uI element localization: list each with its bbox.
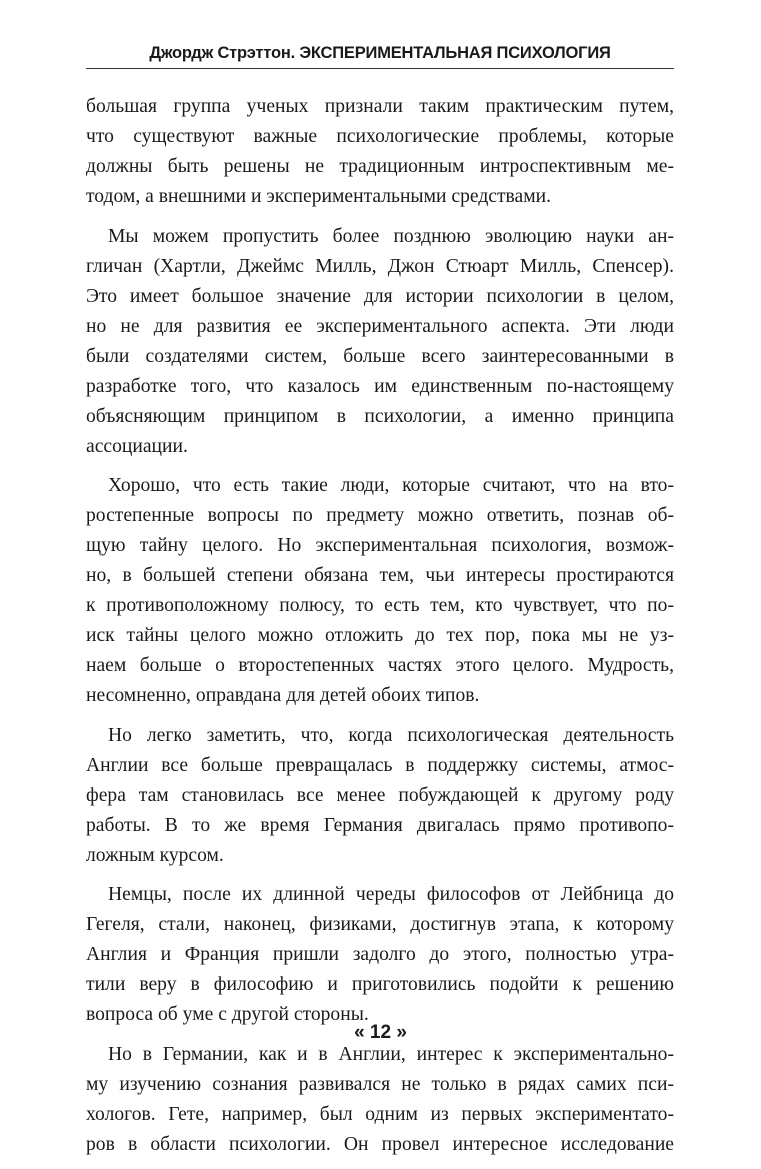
text-line: ростепенные вопросы по предмету можно ответить, познав об- bbox=[86, 505, 674, 526]
page-number: « 12 » bbox=[354, 1022, 407, 1043]
text-line: фера там становилась все менее побуждающей к другому роду bbox=[86, 784, 674, 806]
text-line: Это имеет большое значение для истории психологии в целом, bbox=[86, 285, 674, 307]
text-line: работы. В то же время Германия двигалась прямо противопо- bbox=[86, 814, 674, 836]
paragraph bbox=[86, 92, 674, 212]
text-line: что существуют важные психологические проблемы, которые bbox=[86, 126, 674, 147]
text-line: должны быть решены не традиционным интроспективным ме- bbox=[86, 156, 674, 177]
text-line: ров в области психологии. Он провел интересное исследование bbox=[86, 1133, 674, 1155]
running-header bbox=[86, 38, 674, 69]
text-line: но, в большей степени обязана тем, чьи интересы простираются bbox=[86, 565, 674, 586]
text-line: несомненно, оправдана для детей обоих типов. bbox=[86, 685, 480, 706]
text-line: Мы можем пропустить более позднюю эволюцию науки ан- bbox=[108, 225, 674, 247]
text-line: были создателями систем, больше всего заинтересованными в bbox=[86, 345, 674, 367]
text-line: разработке того, что казалось им единственным по-настоящему bbox=[86, 375, 674, 397]
text-line: иск тайны целого можно отложить до тех пор, пока мы не уз- bbox=[86, 625, 674, 646]
text-line: наем больше о второстепенных частях этого целого. Мудрость, bbox=[86, 655, 674, 676]
text-line: щую тайну целого. Но экспериментальная психология, возмож- bbox=[86, 535, 674, 556]
text-line: Англия и Франция пришли задолго до этого, полностью утра- bbox=[86, 944, 674, 965]
text-line: му изучению сознания развивался не только в рядах самих пси- bbox=[86, 1073, 674, 1095]
text-line: Гегеля, стали, наконец, физиками, достигнув этапа, к которому bbox=[86, 914, 674, 935]
paragraph bbox=[86, 471, 674, 711]
paragraph bbox=[86, 721, 674, 871]
text-line: ложным курсом. bbox=[86, 844, 224, 866]
text-line: большая группа ученых признали таким практическим путем, bbox=[86, 96, 674, 117]
text-line: Англии все больше превращалась в поддержку системы, атмос- bbox=[86, 754, 674, 776]
paragraph bbox=[86, 1040, 674, 1160]
text-line: Немцы, после их длинной череды философов от Лейбница до bbox=[108, 884, 674, 905]
text-line: ассоциации. bbox=[86, 435, 188, 457]
text-line: тили веру в философию и приготовились подойти к решению bbox=[86, 974, 674, 995]
text-line: Хорошо, что есть такие люди, которые считают, что на вто- bbox=[108, 475, 674, 496]
paragraph bbox=[86, 222, 674, 462]
text-line: Но в Германии, как и в Англии, интерес к экспериментально- bbox=[108, 1043, 674, 1065]
text-line: Но легко заметить, что, когда психологическая деятельность bbox=[108, 724, 674, 746]
text-line: тодом, а внешними и экспериментальными средствами. bbox=[86, 186, 552, 207]
text-line: хологов. Гете, например, был одним из первых экспериментато- bbox=[86, 1103, 674, 1125]
text-line: гличан (Хартли, Джеймс Милль, Джон Стюарт Милль, Спенсер). bbox=[86, 255, 674, 277]
paragraph bbox=[86, 880, 674, 1030]
text-line: к противоположному полюсу, то есть тем, кто чувствует, что по- bbox=[86, 595, 674, 616]
text-line: объясняющим принципом в психологии, а именно принципа bbox=[86, 405, 674, 427]
body-text bbox=[86, 92, 674, 1169]
text-line: но не для развития ее экспериментального аспекта. Эти люди bbox=[86, 315, 674, 337]
running-title: Джордж Стрэттон. ЭКСПЕРИМЕНТАЛЬНАЯ ПСИХОЛОГИЯ bbox=[149, 44, 611, 62]
text-line: вопроса об уме с другой стороны. bbox=[86, 1004, 369, 1025]
